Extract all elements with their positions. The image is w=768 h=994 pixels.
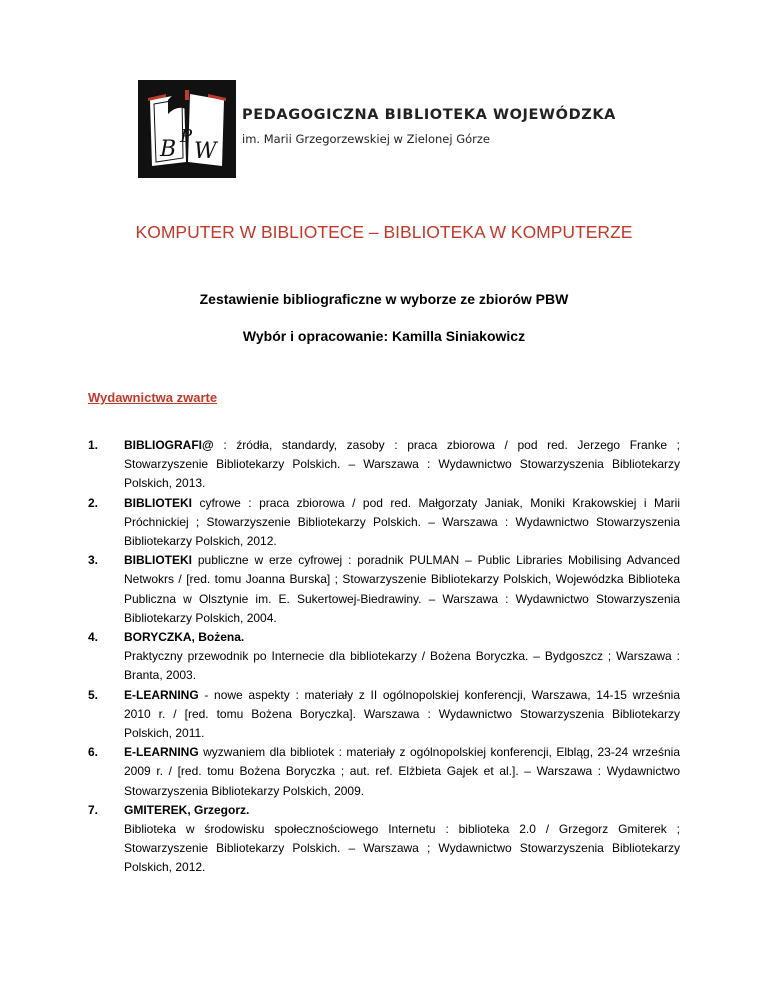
list-item <box>88 686 680 744</box>
entry-number: 4. <box>88 630 99 645</box>
entry-number: 2. <box>88 495 99 510</box>
list-item <box>88 494 680 552</box>
entry-text: : źródła, standardy, zasoby : praca zbiorowa / pod red. Jerzego Franke ; Stowarzyszenie Bibliotekarzy Polskich. – Warszawa : Wydawnictwo Stowarzyszenia Bibliotekarzy Polskich, 2013. <box>124 438 680 491</box>
entry-head: GMITEREK, Grzegorz. <box>124 802 250 817</box>
list-item <box>88 551 680 628</box>
author-line: Wybór i opracowanie: Kamilla Siniakowicz <box>242 328 526 344</box>
entry-text: publiczne w erze cyfrowej : poradnik PULMAN – Public Libraries Mobilising Advanced Netwokrs / [red. tomu Joanna Burska] ; Stowarzyszenie Bibliotekarzy Polskich, Wojewódzka Biblioteka Publiczna w Olsztynie im. E. Sukertowej-Biedrawiny. – Warszawa : Wydawnictwo Stowarzyszenia Bibliotekarzy Polskich, 2004. <box>124 553 680 625</box>
entry-head: E-LEARNING <box>124 745 199 760</box>
entry-head: BIBLIOGRAFI@ <box>124 438 214 452</box>
document-title: KOMPUTER W BIBLIOTECE – BIBLIOTEKA W KOMPUTERZE <box>135 222 633 242</box>
bibliography-list <box>88 436 680 878</box>
section-heading: Wydawnictwa zwarte <box>88 390 218 405</box>
entry-text: wyzwaniem dla bibliotek : materiały z ogólnopolskiej konferencji, Elbląg, 23-24 września 2009 r. / [red. tomu Bożena Boryczka ; aut. ref. Elżbieta Gajek et al.]. – Warszawa : Wydawnictwo Stowarzyszenia Bibliotekarzy Polskich, 2009. <box>124 745 680 798</box>
entry-head: BIBLIOTEKI <box>124 553 192 568</box>
svg-text:B: B <box>160 137 177 162</box>
entry-number: 1. <box>88 438 99 452</box>
logo-org-subtitle: im. Marii Grzegorzewskiej w Zielonej Górze <box>242 132 490 146</box>
entry-text: - nowe aspekty : materiały z II ogólnopolskiej konferencji, Warszawa, 14-15 września 2010 r. / [red. tomu Bożena Boryczka]. Warszawa : Wydawnictwo Stowarzyszenia Bibliotekarzy Polskich, 2011. <box>124 687 680 741</box>
entry-head: BIBLIOTEKI <box>124 495 192 510</box>
entry-number: 6. <box>88 745 99 760</box>
list-item <box>88 436 680 494</box>
entry-number: 5. <box>88 687 99 702</box>
svg-text:W: W <box>194 139 217 164</box>
entry-number: 3. <box>88 553 99 568</box>
book-logo-icon <box>138 80 236 178</box>
svg-text:P: P <box>180 126 193 147</box>
list-item <box>88 743 680 801</box>
document-subtitle: Zestawienie bibliograficzne w wyborze ze zbiorów PBW <box>199 291 569 307</box>
logo-org-name: PEDAGOGICZNA BIBLIOTEKA WOJEWÓDZKA <box>242 107 616 123</box>
library-logo <box>138 80 638 180</box>
entry-number: 7. <box>88 802 99 817</box>
entry-text: cyfrowe : praca zbiorowa / pod red. Małgorzaty Janiak, Moniki Krakowskiej i Marii Próchnickiej ; Stowarzyszenie Bibliotekarzy Polskich. – Warszawa : Wydawnictwo Stowarzyszenia Bibliotekarzy Polskich, 2012. <box>124 495 680 549</box>
entry-head: E-LEARNING <box>124 687 199 702</box>
list-item <box>88 801 680 878</box>
entry-text: Praktyczny przewodnik po Internecie dla bibliotekarzy / Bożena Boryczka. – Bydgoszcz ; Warszawa : Branta, 2003. <box>124 649 680 683</box>
entry-text: Biblioteka w środowisku społecznościowego Internetu : biblioteka 2.0 / Grzegorz Gmiterek ; Stowarzyszenie Bibliotekarzy Polskich. – Warszawa ; Wydawnictwo Stowarzyszenia Bibliotekarzy Polskich, 2012. <box>124 822 680 875</box>
entry-head: BORYCZKA, Bożena. <box>124 630 245 645</box>
list-item <box>88 628 680 686</box>
